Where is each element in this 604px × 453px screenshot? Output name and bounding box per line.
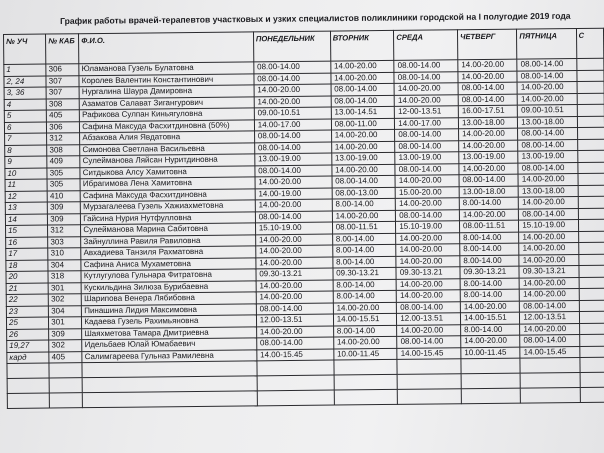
tuesday-cell: 14.00-20.00 [332,210,396,222]
header-cell-wednesday: СРЕДА [394,30,458,61]
thursday-cell: 14.00-20.00 [459,128,518,140]
wednesday-cell: 14.00-20.00 [397,290,461,302]
thursday-cell: 14.00-20.00 [459,209,518,221]
district-cell: 19,27 [7,340,49,352]
doctor-name-cell: Гайсина Нурия Нутфулловна [81,211,256,224]
thursday-cell: 09.30-13.21 [460,266,519,278]
wednesday-cell: 08.00-14.00 [396,209,460,221]
saturday-cell [578,219,604,231]
saturday-cell [579,277,604,289]
tuesday-cell: 14.00-20.00 [332,164,396,176]
wednesday-cell: 08.00-14.00 [395,129,459,141]
thursday-cell: 14.00-20.00 [458,71,517,83]
room-cell: 409 [47,156,80,168]
schedule-table [3,28,604,409]
friday-cell: 09.30-13.21 [519,265,578,277]
district-cell: 23 [6,306,48,318]
empty-cell [397,374,461,390]
room-cell: 308 [46,98,79,110]
tuesday-cell: 14.00-20.00 [333,336,397,348]
monday-cell: 14.00-20.00 [255,199,332,211]
saturday-cell [579,265,604,277]
wednesday-cell: 12.00-13.51 [397,313,461,325]
wednesday-cell: 14.00-20.00 [396,278,460,290]
tuesday-cell: 8.00-14.00 [333,290,397,302]
saturday-cell [579,300,604,312]
thursday-cell: 14.00-20.00 [459,140,518,152]
header-cell-monday: ПОНЕДЕЛЬНИК [253,31,330,62]
wednesday-cell: 08.00-14.00 [397,336,461,348]
friday-cell: 14.00-20.00 [517,93,576,105]
district-cell: 25 [6,317,48,329]
friday-cell: 08.00-14.00 [518,162,577,174]
wednesday-cell: 08.00-14.00 [394,60,458,72]
thursday-cell: 08.00-14.00 [458,82,517,94]
doctor-name-cell: Сулейманова Марина Сабитовна [81,223,256,236]
room-cell: 306 [47,121,80,133]
doctor-name-cell: Идельбаев Юлай Юмабаевич [82,338,257,351]
monday-cell: 14.00-20.00 [256,280,333,292]
friday-cell: 08.00-14.00 [517,58,576,70]
wednesday-cell: 14.00-20.00 [396,244,460,256]
tuesday-cell: 14.00-20.00 [331,72,395,84]
thursday-cell: 8.00-14.00 [460,255,519,267]
room-cell: 305 [47,179,80,191]
monday-cell: 14.00-20.00 [255,245,332,257]
wednesday-cell: 14.00-20.00 [396,255,460,267]
friday-cell: 13.00-18.00 [518,185,577,197]
wednesday-cell: 14.00-17.00 [395,117,459,129]
district-cell: 10 [5,168,47,180]
friday-cell: 14.00-20.00 [519,288,578,300]
header-cell-room: № КАБ [46,34,79,64]
wednesday-cell: 13.00-19.00 [395,152,459,164]
friday-cell: 14.00-15.45 [520,346,579,358]
district-cell: 20 [6,271,48,283]
district-cell: 15 [6,225,48,237]
monday-cell: 08.00-14.00 [254,73,331,85]
saturday-cell [577,162,604,174]
monday-cell: 08.00-14.00 [255,211,332,223]
monday-cell: 09.30-13.21 [256,268,333,280]
thursday-cell: 16.00-17.51 [458,105,517,117]
room-cell: 301 [48,282,81,294]
wednesday-cell: 08.00-14.00 [394,71,458,83]
room-cell: 308 [47,144,80,156]
district-cell: кард [7,352,49,364]
doctor-name-cell: Сулейманова Ляйсан Нуритдиновна [80,154,255,167]
district-cell: 3, 36 [4,87,46,99]
saturday-cell [576,58,604,70]
tuesday-cell: 8.00-14.00 [333,256,397,268]
room-cell: 306 [46,64,79,76]
doctor-name-cell: Сафина Максуда Фасхитдиновна [80,188,255,201]
district-cell: 21 [6,283,48,295]
room-cell: 312 [48,225,81,237]
doctor-name-cell: Королев Валентин Константинович [79,73,254,86]
doctor-name-cell: Нургалина Шаура Дамировна [79,85,254,98]
monday-cell: 14.00-15.45 [257,349,334,361]
room-cell: 307 [46,87,79,99]
saturday-cell [579,311,604,323]
room-cell: 304 [48,259,81,271]
thursday-cell: 13.00-18.00 [458,117,517,129]
tuesday-cell: 8.00-14.00 [333,325,397,337]
tuesday-cell: 8.00-14.00 [332,244,396,256]
thursday-cell: 14.00-20.00 [458,59,517,71]
tuesday-cell: 08.00-14.00 [331,95,395,107]
header-cell-name: Ф.И.О. [79,32,254,64]
document-title: График работы врачей-терапевтов участковых и узких специалистов поликлиники городской на I полугодие 2019 года [60,10,571,26]
tuesday-cell: 8.00-14.00 [332,198,396,210]
empty-cell [334,359,398,375]
saturday-cell [577,139,604,151]
wednesday-cell: 08.00-14.00 [395,140,459,152]
wednesday-cell: 14.00-20.00 [396,198,460,210]
saturday-cell [577,70,604,82]
doctor-name-cell: Зайнуллина Равиля Равиловна [81,234,256,247]
monday-cell: 08.00-14.00 [256,337,333,349]
doctor-name-cell: Шарипова Венера Лябибовна [82,292,257,305]
saturday-cell [578,254,604,266]
empty-cell [397,359,461,375]
tuesday-cell: 08.00-11.00 [331,118,395,130]
monday-cell: 14.00-20.00 [256,257,333,269]
doctor-name-cell: Кускильдина Зилюза Бурибаевна [81,280,256,293]
wednesday-cell: 08.00-14.00 [395,163,459,175]
empty-cell [461,373,520,389]
doctor-name-cell: Рафикова Сулпан Киньягуловна [80,108,255,121]
friday-cell: 14.00-20.00 [519,254,578,266]
room-cell: 309 [48,213,81,225]
thursday-cell: 8.00-14.00 [459,197,518,209]
doctor-name-cell: Абзакова Алия Явдатовна [80,131,255,144]
thursday-cell: 10.00-11.45 [461,347,520,359]
doctor-name-cell: Ибрагимова Лена Хамитовна [80,177,255,190]
empty-cell [580,387,604,402]
empty-cell [461,388,520,404]
room-cell: 309 [49,328,82,340]
room-cell: 312 [47,133,80,145]
doctor-name-cell: Сафина Максуда Фасхитдиновна (50%) [80,119,255,132]
tuesday-cell: 14.00-20.00 [330,60,394,72]
room-cell: 310 [48,248,81,260]
wednesday-cell: 14.00-20.00 [396,232,460,244]
friday-cell: 14.00-20.00 [519,242,578,254]
friday-cell: 08.00-14.00 [520,334,579,346]
monday-cell: 14.00-20.00 [256,326,333,338]
tuesday-cell: 14.00-20.00 [331,141,395,153]
friday-cell: 08.00-14.00 [519,208,578,220]
header-cell-district: № УЧ [4,34,47,64]
monday-cell: 09.00-10.51 [254,107,331,119]
friday-cell: 08.00-14.00 [518,139,577,151]
room-cell: 318 [48,271,81,283]
monday-cell: 14.00-19.00 [255,188,332,200]
district-cell: 22 [6,294,48,306]
tuesday-cell: 09.30-13.21 [333,267,397,279]
thursday-cell: 14.00-20.00 [461,335,520,347]
thursday-cell: 8.00-14.00 [460,289,519,301]
tuesday-cell: 08.00-14.00 [331,83,395,95]
friday-cell: 08.00-14.00 [517,70,576,82]
district-cell: 5 [4,110,46,122]
room-cell: 304 [49,305,82,317]
doctor-name-cell: Салимгареева Гульназ Рамилевна [82,349,257,362]
thursday-cell: 8.00-14.00 [460,278,519,290]
doctor-name-cell: Ситдыкова Алсу Хамитовна [80,165,255,178]
wednesday-cell: 08.00-14.00 [397,301,461,313]
wednesday-cell: 14.00-20.00 [394,83,458,95]
thursday-cell: 13.00-18.00 [459,186,518,198]
district-cell: 17 [6,248,48,260]
empty-cell [83,391,258,408]
wednesday-cell: 14.00-20.00 [397,324,461,336]
doctor-name-cell: Шаяхметова Тамара Дмитриевна [82,326,257,339]
empty-cell [461,358,520,374]
empty-cell [49,378,82,393]
thursday-cell: 13.00-19.00 [459,151,518,163]
empty-cell [520,372,579,388]
room-cell: 307 [46,75,79,87]
monday-cell: 12.00-13.51 [256,314,333,326]
empty-cell [50,393,83,408]
doctor-name-cell: Юламанова Гузель Булатовна [79,62,254,75]
monday-cell: 08.00-14.00 [254,61,331,73]
empty-cell [257,390,334,406]
monday-cell: 08.00-14.00 [255,165,332,177]
thursday-cell: 8.00-14.00 [461,324,520,336]
district-cell: 12 [5,191,47,203]
tuesday-cell: 8.00-14.00 [333,279,397,291]
saturday-cell [578,173,604,185]
saturday-cell [579,288,604,300]
tuesday-cell: 14.00-20.00 [331,129,395,141]
friday-cell: 14.00-20.00 [519,277,578,289]
room-cell: 301 [49,317,82,329]
friday-cell: 13.00-18.00 [518,116,577,128]
doctor-name-cell: Сафина Аниса Мухаметовна [81,257,256,270]
monday-cell: 14.00-20.00 [254,84,331,96]
friday-cell: 12.00-13.51 [520,311,579,323]
room-cell: 302 [49,340,82,352]
header-cell-friday: ПЯТНИЦА [517,28,577,59]
thursday-cell: 08.00-14.00 [458,94,517,106]
room-cell: 405 [49,351,82,363]
friday-cell: 14.00-20.00 [517,81,576,93]
friday-cell: 14.00-20.00 [520,323,579,335]
wednesday-cell: 15.10-19.00 [396,221,460,233]
friday-cell: 09.00-10.51 [518,104,577,116]
monday-cell: 13.00-19.00 [255,153,332,165]
empty-cell [334,374,398,390]
tuesday-cell: 8.00-14.00 [332,233,396,245]
empty-cell [257,375,334,391]
room-cell: 302 [48,294,81,306]
saturday-cell [577,150,604,162]
monday-cell: 14.00-20.00 [255,234,332,246]
doctor-name-cell: Симонова Светлана Васильевна [80,142,255,155]
monday-cell: 08.00-14.00 [256,303,333,315]
header-cell-thursday: ЧЕТВЕРГ [457,29,517,60]
thursday-cell: 14.00-15.51 [460,312,519,324]
district-cell: 7 [5,133,47,145]
district-cell: 1 [4,64,46,76]
saturday-cell [577,116,604,128]
empty-cell [49,363,82,378]
doctor-name-cell: Кадаева Гузель Рахимьяновна [82,315,257,328]
monday-cell: 14.00-20.00 [255,176,332,188]
doctor-name-cell: Мурзагалеева Гузель Хажиахметовна [81,200,256,213]
friday-cell: 13.00-19.00 [518,150,577,162]
tuesday-cell: 13.00-19.00 [331,152,395,164]
empty-cell [7,378,49,393]
district-cell: 9 [5,156,47,168]
friday-cell: 08.00-14.00 [520,300,579,312]
district-cell: 18 [6,260,48,272]
tuesday-cell: 08.00-14.00 [332,175,396,187]
saturday-cell [578,208,604,220]
wednesday-cell: 09.30-13.21 [396,267,460,279]
friday-cell: 08.00-14.00 [518,127,577,139]
saturday-cell [579,346,604,358]
saturday-cell [579,334,604,346]
district-cell: 11 [5,179,47,191]
saturday-cell [577,93,604,105]
room-cell: 405 [47,110,80,122]
saturday-cell [578,196,604,208]
saturday-cell [578,231,604,243]
wednesday-cell: 14.00-20.00 [394,94,458,106]
wednesday-cell: 15.00-20.00 [395,186,459,198]
friday-cell: 14.00-20.00 [518,173,577,185]
header-cell-tuesday: ВТОРНИК [330,30,394,61]
empty-cell [398,389,462,405]
monday-cell: 15.10-19.00 [255,222,332,234]
district-cell: 8 [5,145,47,157]
tuesday-cell: 10.00-11.45 [333,348,397,360]
header-cell-saturday-cut: С [576,28,604,58]
saturday-cell [578,185,604,197]
empty-cell [521,387,580,403]
monday-cell: 14.00-20.00 [256,291,333,303]
friday-cell: 14.00-20.00 [519,196,578,208]
thursday-cell: 14.00-20.00 [460,301,519,313]
tuesday-cell: 14.00-20.00 [333,302,397,314]
empty-cell [7,393,49,408]
thursday-cell: 8.00-14.00 [460,232,519,244]
room-cell: 410 [47,190,80,202]
saturday-cell [577,127,604,139]
monday-cell: 14.00-20.00 [254,96,331,108]
room-cell: 309 [48,202,81,214]
tuesday-cell: 14.00-15.51 [333,313,397,325]
saturday-cell [579,323,604,335]
district-cell: 6 [4,122,46,134]
saturday-cell [577,104,604,116]
district-cell: 2, 24 [4,76,46,88]
monday-cell: 08.00-14.00 [254,142,331,154]
tuesday-cell: 08.00-13.00 [332,187,396,199]
doctor-name-cell: Пинашина Лидия Максимовна [82,303,257,316]
doctor-name-cell: Кутлугулова Гульнара Фитратовна [81,269,256,282]
district-cell: 13 [5,202,47,214]
empty-cell [520,357,579,373]
thursday-cell: 08.00-11.51 [459,220,518,232]
wednesday-cell: 12-00-13.51 [395,106,459,118]
tuesday-cell: 08.00-11.51 [332,221,396,233]
district-cell: 14 [5,214,47,226]
wednesday-cell: 14.00-20.00 [395,175,459,187]
thursday-cell: 08.00-14.00 [459,174,518,186]
tuesday-cell: 13.00-14.51 [331,106,395,118]
friday-cell: 14.00-20.00 [519,231,578,243]
doctor-name-cell: Авхадиева Танзиля Рахматовна [81,246,256,259]
district-cell: 4 [4,99,46,111]
empty-cell [257,360,334,376]
empty-cell [334,389,398,405]
saturday-cell [578,242,604,254]
wednesday-cell: 14.00-15.45 [397,347,461,359]
empty-cell [580,372,604,387]
thursday-cell: 8.00-14.00 [460,243,519,255]
doctor-name-cell: Азаматов Салават Зигангурович [79,96,254,109]
district-cell: 26 [7,329,49,341]
saturday-cell [577,81,604,93]
thursday-cell: 14.00-20.00 [459,163,518,175]
monday-cell: 14.00-17.00 [254,119,331,131]
empty-cell [580,357,604,372]
room-cell: 305 [47,167,80,179]
empty-cell [7,363,49,378]
monday-cell: 08.00-14.00 [254,130,331,142]
district-cell: 16 [6,237,48,249]
room-cell: 303 [48,236,81,248]
friday-cell: 15.10-19.00 [519,219,578,231]
